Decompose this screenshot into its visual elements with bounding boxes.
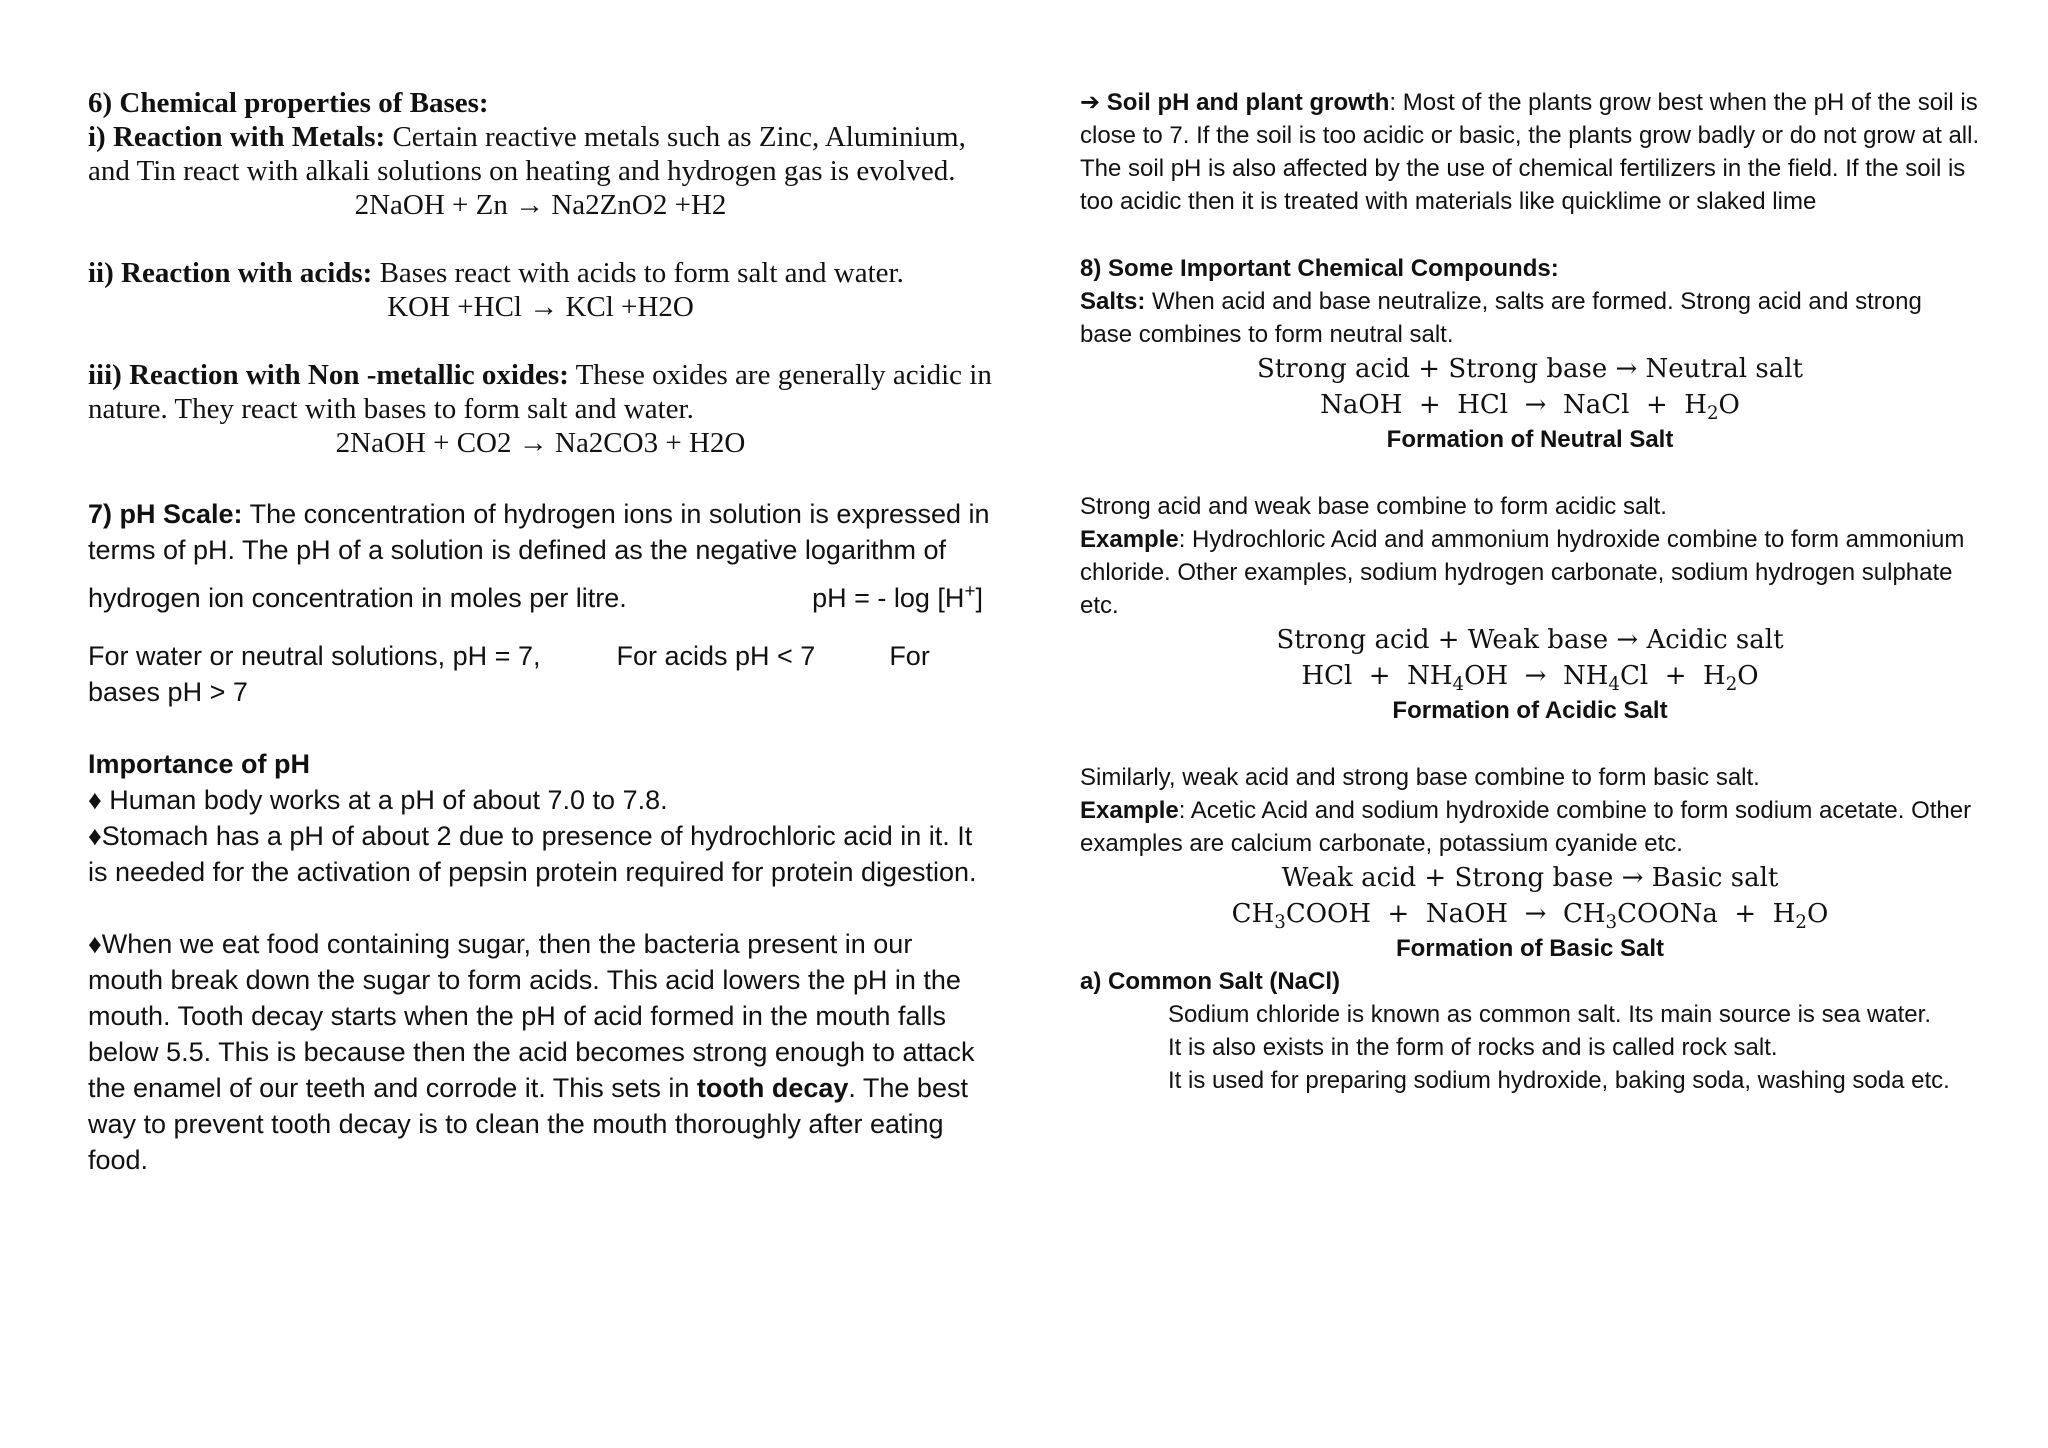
ph-section [88, 496, 993, 1178]
common-salt-line-2: It is also exists in the form of rocks and is called rock salt. [1168, 1034, 1778, 1061]
common-salt-line-1: Sodium chloride is known as common salt. Its main source is sea water. [1168, 1001, 1931, 1028]
oxides-text: These oxides are generally acidic in nature. They react with bases to form salt and water. [88, 359, 992, 425]
acidic-chemical-equation: HCl + $NH_4OH \to NH_4Cl + H_2O$ [1301, 661, 1759, 696]
importance-bullet-1: ♦ Human body works at a pH of about 7.0 to 7.8. [88, 785, 668, 815]
ph-heading: 7) pH Scale: [88, 499, 243, 529]
ph-values-line [88, 638, 993, 674]
ph-paragraph [88, 496, 993, 568]
oxides-paragraph [88, 358, 993, 426]
right-column [1080, 86, 1980, 1097]
ph-acids: For acids pH < 7 [616, 641, 816, 671]
left-column [88, 86, 993, 1178]
oxides-equation: 2NaOH + CO2 → Na2CO3 + H2O [335, 427, 746, 459]
arrow-right-icon: ➔ [1080, 88, 1101, 116]
ph-formula-row [88, 580, 993, 616]
soil-title: Soil pH and plant growth [1100, 89, 1390, 116]
ph-formula: pH = - log [H+] [812, 581, 983, 613]
bases-heading: 6) Chemical properties of Bases: [88, 87, 489, 119]
acids-equation: KOH +HCl → KCl +H2O [387, 291, 694, 323]
soil-text: : Most of the plants grow best when the pH of the soil is close to 7. If the soil is too acidic or basic, the plants grow badly or do not grow at all. The soil pH is also affected by the use of chemical fertilizers in the field. If the soil is too acidic then it is treated with materials like quicklime or slaked lime [1080, 89, 1980, 215]
ph-text: The concentration of hydrogen ions in solution is expressed in terms of pH. The pH of a solution is defined as the negative logarithm of [88, 499, 990, 565]
neutral-word-equation: Strong acid + Strong base → Neutral salt [1257, 354, 1803, 384]
basic-word-equation: Weak acid + Strong base → Basic salt [1281, 863, 1779, 893]
basic-chemical-equation: $CH_3COOH$ + NaOH → $CH_3COONa + H_2O$ [1231, 899, 1829, 934]
common-salt-line-3: It is used for preparing sodium hydroxide, baking soda, washing soda etc. [1168, 1067, 1950, 1094]
salts-label: Salts: [1080, 288, 1146, 315]
oxides-title: iii) Reaction with Non -metallic oxides: [88, 359, 569, 391]
importance-heading: Importance of pH [88, 749, 311, 779]
soil-paragraph [1080, 86, 1980, 218]
basic-intro: Similarly, weak acid and strong base combine to form basic salt. [1080, 764, 1760, 791]
acidic-example: Example: Hydrochloric Acid and ammonium hydroxide combine to form ammonium chloride. Other examples, sodium hydrogen carbonate, sodium hydrogen sulphate etc. [1080, 526, 1965, 619]
basic-caption: Formation of Basic Salt [1395, 935, 1665, 962]
neutral-caption: Formation of Neutral Salt [1386, 426, 1674, 453]
metals-equation: 2NaOH + Zn → Na2ZnO2 +H2 [354, 189, 727, 221]
importance-bullet-2: ♦Stomach has a pH of about 2 due to presence of hydrochloric acid in it. It is needed for the activation of pepsin protein required for protein digestion. [88, 821, 977, 887]
neutral-chemical-equation: NaOH + HCl → NaCl + $H_2O$ [1320, 390, 1740, 425]
basic-example: Example: Acetic Acid and sodium hydroxide combine to form sodium acetate. Other examples are calcium carbonate, potassium cyanide etc. [1080, 797, 1972, 857]
tooth-decay-term: tooth decay [696, 1073, 849, 1103]
salts-paragraph: Salts: When acid and base neutralize, salts are formed. Strong acid and strong base combines to form neutral salt. [1080, 288, 1922, 348]
acidic-intro: Strong acid and weak base combine to form acidic salt. [1080, 493, 1667, 520]
metals-paragraph [88, 120, 993, 188]
common-salt-heading: a) Common Salt (NaCl) [1080, 968, 1341, 995]
acidic-caption: Formation of Acidic Salt [1392, 697, 1668, 724]
bases-section [88, 86, 993, 460]
ph-bases-b: bases pH > 7 [88, 677, 248, 707]
acids-title: ii) Reaction with acids: [88, 257, 373, 289]
metals-text: Certain reactive metals such as Zinc, Aluminium, and Tin react with alkali solutions on heating and hydrogen gas is evolved. [88, 121, 966, 187]
ph-bases-a: For [889, 641, 930, 671]
ph-definition-text: hydrogen ion concentration in moles per litre. [88, 583, 627, 613]
importance-bullet-3: ♦When we eat food containing sugar, then the bacteria present in our mouth break down the sugar to form acids. This acid lowers the pH in the mouth. Tooth decay starts when the pH of acid formed in the mouth falls below 5.5. This is because then the acid becomes strong enough to attack the enamel of our teeth and corrode it. This sets in tooth decay. The best way to prevent tooth decay is to clean the mouth thoroughly after eating food. [88, 929, 975, 1175]
acids-text: Bases react with acids to form salt and water. [372, 257, 904, 289]
ph-neutral: For water or neutral solutions, pH = 7, [88, 641, 541, 671]
acidic-word-equation: Strong acid + Weak base → Acidic salt [1276, 625, 1784, 655]
acids-paragraph [88, 256, 993, 290]
compounds-heading: 8) Some Important Chemical Compounds: [1080, 255, 1559, 282]
metals-title: i) Reaction with Metals: [88, 121, 386, 153]
